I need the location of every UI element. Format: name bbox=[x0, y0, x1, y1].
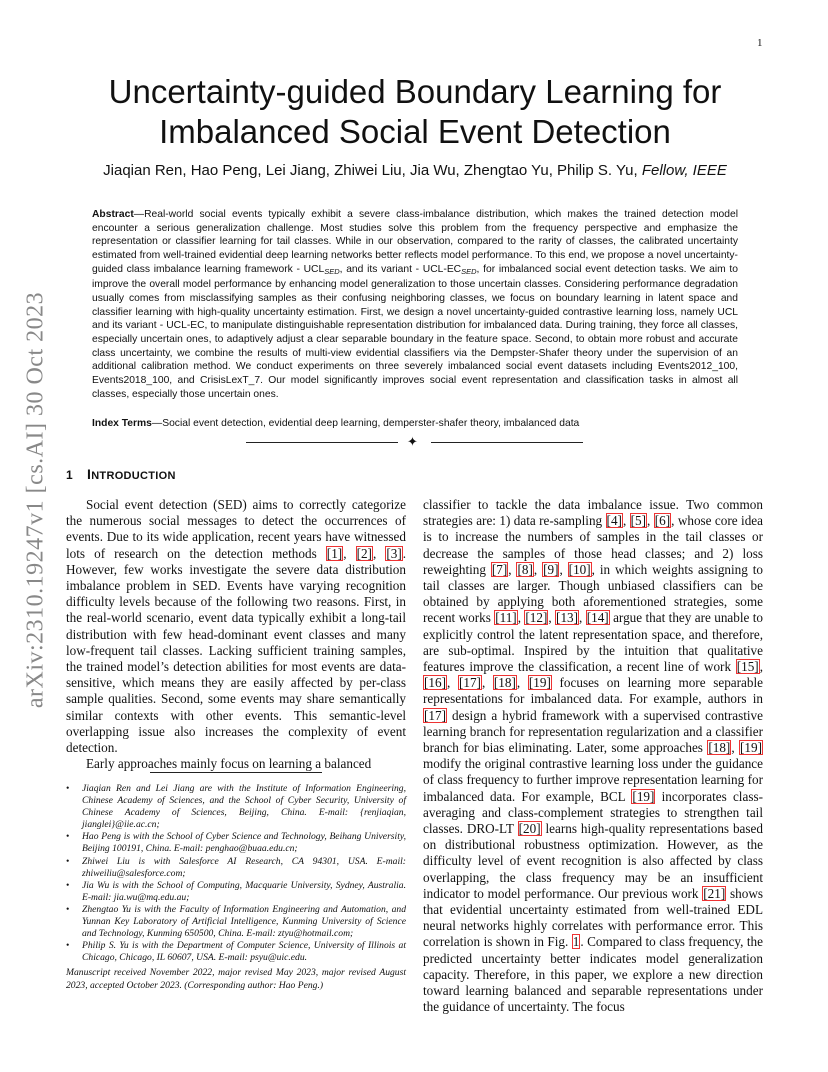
abstract-subscript-2: SED bbox=[461, 266, 477, 276]
sep: , bbox=[559, 561, 568, 577]
authors-names: Jiaqian Ren, Hao Peng, Lei Jiang, Zhiwei Liu, Jia Wu, Zhengtao Yu, Philip S. Yu, bbox=[103, 162, 638, 179]
index-terms bbox=[92, 418, 738, 429]
abstract bbox=[92, 208, 738, 401]
intro-text: learns high-quality representations based on distributional robustness optimization. However, as the difficulty level of event recognition is also affected by class overlapping, the class frequency may be an insufficient indicator to model performance. Our previous work bbox=[423, 821, 763, 901]
citation-link[interactable]: [19] bbox=[632, 788, 655, 804]
intro-text: . However, few works investigate the severe data distribution imbalance problem in SED. Events have varying recognition difficulty levels because of the following two reasons. First, in the real-world scenario, event data typically exhibit a long-tail distribution with few head-dominant event classes and many low-frequent tail classes. Lacking sufficient training samples, the trained model’s detection abilities for most events are data-sensitive, which means they are easily affected by per-class sample qualities. Second, some events may share semantically similar contexts with other events. This semantic-level overlapping issue also increases the complexity of event detection. bbox=[66, 545, 407, 756]
arxiv-stamp-text: arXiv:2310.19247v1 [cs.AI] 30 Oct 2023 bbox=[22, 291, 49, 709]
intro-text: , whose core idea is to increase the numbers of samples in the tail classes or decrease the samples of those head classes; and 2) loss reweighting bbox=[423, 513, 763, 577]
citation-link[interactable]: [15] bbox=[736, 659, 759, 675]
manuscript-note: Manuscript received November 2022, major revised May 2023, major revised August 2023, accepted October 2023. (Corresponding author: Hao Peng.) bbox=[66, 967, 406, 991]
citation-link[interactable]: [7] bbox=[491, 561, 508, 577]
divider-ornament-icon: ✦ bbox=[407, 435, 418, 450]
citation-link[interactable]: [3] bbox=[386, 545, 402, 561]
citation-link[interactable]: [17] bbox=[424, 707, 446, 723]
index-terms-text: —Social event detection, evidential deep learning, demperster-shafer theory, imbalanced data bbox=[151, 418, 580, 429]
intro-paragraph-1 bbox=[66, 497, 406, 756]
intro-text: . Compared to class frequency, the predicted uncertainty better indicates model generalization capacity. Therefore, in this paper, we explore a new direction toward learning balanced and separable representations under the guidance of uncertainty. The focus bbox=[423, 934, 764, 1015]
citation-link[interactable]: [19] bbox=[528, 675, 551, 691]
sep: , bbox=[372, 545, 386, 561]
intro-text: , in which weights assigning to tail classes are larger. Though unbiased classifiers can be obtained by applying both aforementioned strategies, some recent works bbox=[423, 561, 764, 626]
citation-link[interactable]: [8] bbox=[517, 561, 533, 577]
sep: , bbox=[533, 561, 543, 577]
authors-fellow: Fellow, IEEE bbox=[641, 162, 727, 179]
left-column bbox=[66, 497, 406, 772]
footnote-item bbox=[66, 856, 406, 880]
citation-link[interactable]: [18] bbox=[493, 675, 516, 691]
intro-text: incorporates class-averaging and class-complement strategies to strengthen tail classes. DRO-LT bbox=[423, 788, 763, 837]
abstract-text-1: —Real-world social events typically exhibit a severe class-imbalance distribution, which makes the trained detection model encounter a serious generalization challenge. Most studies solve this problem from the frequency perspective and emphasize the representation or classifier learning for tail classes. While in our observation, compared to the rarity of classes, the calibrated uncertainty estimated from well-trained evidential deep learning networks better reflects model performance. To this end, we propose a novel uncertainty-guided class imbalance learning framework - UCL bbox=[92, 209, 738, 275]
citation-link[interactable]: [5] bbox=[630, 513, 647, 529]
intro-text: classifier to tackle the data imbalance issue. Two common strategies are: 1) data re-sampling bbox=[423, 497, 763, 529]
intro-paragraph-continued bbox=[423, 497, 763, 1016]
citation-link[interactable]: [13] bbox=[556, 610, 579, 626]
bullet-icon: • bbox=[66, 903, 70, 915]
footnote-item bbox=[66, 904, 406, 940]
footnote-item bbox=[66, 940, 406, 964]
bullet-icon: • bbox=[66, 783, 70, 794]
citation-link[interactable]: [4] bbox=[606, 513, 622, 529]
sep: , bbox=[481, 675, 493, 691]
footnote-text: Zhiwei Liu is with Salesforce AI Research, CA 94301, USA. E-mail: zhiweiliu@salesforce.com; bbox=[82, 855, 406, 879]
intro-text: modify the original contrastive learning loss under the guidance of class frequency to further improve representation learning for imbalanced data. For example, BCL bbox=[423, 756, 763, 804]
divider-right bbox=[431, 442, 583, 443]
footnote-text: Zhengtao Yu is with the Faculty of Information Engineering and Automation, and Yunnan Key Laboratory of Artificial Intelligence, Kunming University of Science and Technology, Kunming 650500, China. E-mail: ztyu@hotmail.com; bbox=[82, 903, 406, 940]
section-heading bbox=[66, 466, 176, 482]
sep: , bbox=[579, 610, 586, 626]
citation-link[interactable]: [17] bbox=[458, 675, 481, 691]
intro-text: design a hybrid framework with a supervised contrastive learning branch for representation regularization and a classifier branch for bias eliminating. Later, some approaches bbox=[423, 707, 763, 756]
sep: , bbox=[647, 513, 654, 529]
sep: , bbox=[516, 675, 528, 691]
footnote-text: Philip S. Yu is with the Department of Computer Science, University of Illinois at Chicago, Chicago, IL 60607, USA. E-mail: psyu@uic.edu. bbox=[82, 940, 406, 964]
abstract-label: Abstract bbox=[92, 209, 134, 220]
sep: , bbox=[731, 740, 740, 756]
citation-link[interactable]: [18] bbox=[708, 740, 731, 756]
sep: , bbox=[759, 659, 763, 675]
footnote-item bbox=[66, 831, 406, 855]
sep: , bbox=[446, 675, 458, 691]
citation-link[interactable]: [14] bbox=[586, 610, 609, 626]
citation-link[interactable]: [9] bbox=[543, 561, 559, 577]
citation-link[interactable]: [11] bbox=[495, 610, 517, 626]
citation-link[interactable]: [10] bbox=[568, 561, 591, 577]
divider-left bbox=[246, 442, 398, 443]
sep: , bbox=[517, 610, 525, 626]
figure-link[interactable]: 1 bbox=[572, 934, 580, 950]
abstract-text-3: , for imbalanced social event detection tasks. We aim to improve the overall model performance by enhancing model generalization to those uncertain classes. Considering performance degradation usually comes from misclassifying samples as their confusing neighboring classes, we focus on boundary learning in latent space and classifier learning with high-quality uncertainty estimation. First, we design a novel uncertainty-guided contrastive learning loss, namely UCL and its variant - UCL-EC, to manipulate distinguishable representation distribution for imbalanced data. During training, they force all classes, especially uncertain ones, to adaptively adjust a clear separable boundary in the feature space. Second, to obtain more robust and accurate class uncertainty, we combine the results of multi-view evidential classifiers via the Dempster-Shafer theory under the supervision of an additional calibration method. We conduct experiments on three severely imbalanced social event datasets including Events2012_100, Events2018_100, and CrisisLexT_7. Our model significantly improves social event representation and classification tasks in almost all classes, especially those uncertain ones. bbox=[92, 263, 738, 400]
author-list bbox=[70, 162, 760, 179]
citation-link[interactable]: [16] bbox=[424, 675, 446, 691]
page-number: 1 bbox=[757, 37, 763, 49]
abstract-subscript-1: SED bbox=[324, 266, 340, 276]
intro-text: Social event detection (SED) aims to correctly categorize the numerous social messages to detect the occurrences of events. Due to its wide application, recent years have witnessed lots of research on the detection methods bbox=[66, 497, 406, 561]
citation-link[interactable]: [12] bbox=[525, 610, 548, 626]
sep: , bbox=[548, 610, 556, 626]
footnote-item bbox=[66, 783, 406, 831]
citation-link[interactable]: [19] bbox=[740, 740, 762, 756]
citation-link[interactable]: [20] bbox=[518, 821, 541, 837]
footnotes bbox=[66, 783, 406, 992]
intro-paragraph-2: Early approaches mainly focus on learning a balanced bbox=[86, 756, 372, 772]
right-column bbox=[423, 497, 763, 1016]
bullet-icon: • bbox=[66, 831, 70, 843]
intro-text: shows that evidential uncertainty estimated from well-trained EDL neural networks highly correlates with performance error. This correlation is shown in Fig. bbox=[423, 885, 763, 950]
bullet-icon: • bbox=[66, 879, 70, 891]
bullet-icon: • bbox=[66, 940, 70, 952]
footnote-text: Jiaqian Ren and Lei Jiang are with the Institute of Information Engineering, Chinese Academy of Sciences, and the School of Cyber Security, University of Chinese Academy of Sciences, Beijing, China. E-mail: {renjiaqian, jianglei}@iie.ac.cn; bbox=[82, 783, 406, 831]
citation-link[interactable]: [21] bbox=[703, 885, 726, 901]
footnote-text: Hao Peng is with the School of Cyber Science and Technology, Beihang University, Beijing 100191, China. E-mail: penghao@buaa.edu.cn; bbox=[82, 831, 406, 855]
intro-text: focuses on learning more separable representations for imbalanced data. For example, authors in bbox=[423, 675, 764, 707]
abstract-text-2: , and its variant - UCL-EC bbox=[339, 263, 462, 275]
index-terms-label: Index Terms bbox=[92, 418, 152, 429]
arxiv-stamp bbox=[6, 291, 66, 709]
bullet-icon: • bbox=[66, 855, 70, 867]
title-line-1: Uncertainty-guided Boundary Learning for bbox=[108, 73, 722, 110]
footnote-item bbox=[66, 880, 406, 904]
citation-link[interactable]: [2] bbox=[356, 545, 372, 561]
intro-text: argue that they are unable to explicitly control the latent representation space, and therefore, are sub-optimal. Inspired by the intuition that qualitative features improve the classification, a recent line of work bbox=[423, 610, 764, 675]
paper-title bbox=[70, 72, 760, 151]
sep: , bbox=[343, 545, 356, 561]
footnote-text: Jia Wu is with the School of Computing, Macquarie University, Sydney, Australia. E-mail: jia.wu@mq.edu.au; bbox=[82, 879, 406, 903]
footnote-rule bbox=[150, 772, 322, 773]
sep: , bbox=[508, 561, 517, 577]
section-number: 1 bbox=[66, 468, 73, 482]
citation-link[interactable]: [6] bbox=[654, 513, 671, 529]
citation-link[interactable]: [1] bbox=[326, 545, 343, 561]
title-line-2: Imbalanced Social Event Detection bbox=[159, 112, 671, 150]
section-title: INTRODUCTION bbox=[86, 466, 176, 482]
sep: , bbox=[622, 513, 630, 529]
